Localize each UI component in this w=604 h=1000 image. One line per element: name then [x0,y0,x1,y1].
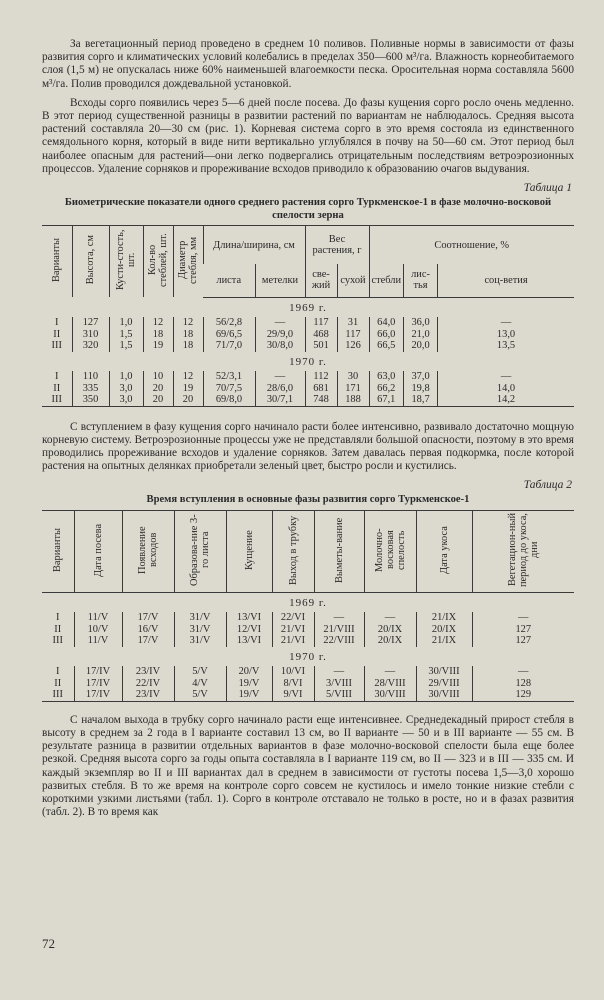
table2-cell: 129 [472,689,574,701]
table1-cell: 3,0 [109,383,143,395]
table2-row [42,635,574,647]
page-number: 72 [42,936,55,951]
t1-header-fresh: све-жий [305,264,337,297]
table1-cell: 67,1 [369,394,404,406]
table1-cell: 19 [173,383,203,395]
table1-cell: I [55,371,59,383]
table1-number: Таблица 1 [523,182,572,195]
table1-cell: 13,0 [438,329,574,341]
table1-cell: 30/7,1 [255,394,305,406]
table1-cell: 12 [143,317,173,329]
t1-header-leaf-pct: лис-тья [404,264,438,297]
table1-title: Биометрические показатели одного среднего растения сорго Туркменское-1 в фазе молочно-восковой спелости зерна [64,197,552,221]
table2-cell: 31/V [174,635,226,647]
table2-year-label: 1969 г. [289,596,327,609]
table1-cell: 501 [305,340,337,352]
table1-cell: 30/8,0 [255,340,305,352]
table2-header-cell: Варианты [42,510,74,592]
table2-cell: 30/VIII [416,666,472,678]
table1-cell: 320 [72,340,109,352]
table1-cell: 12 [173,317,203,329]
table2-cell: 21/IX [416,612,472,624]
table1-cell: 112 [305,371,337,383]
table2-cell: 127 [472,635,574,647]
table1-year-label: 1969 г. [289,301,327,314]
table2-cell: III [42,689,74,701]
table1-cell: 56/2,8 [203,317,255,329]
table2-row [42,612,574,624]
table1-cell: 63,0 [369,371,404,383]
table2-cell: 12/VI [226,624,272,636]
table2-cell: 31/V [174,612,226,624]
table2-cell: 30/VIII [364,689,416,701]
table1-cell: 1,5 [109,340,143,352]
table2-header-cell: Образова-ние 3-го листа [174,510,226,592]
table2-cell: I [56,612,60,624]
table1-cell: 36,0 [404,317,438,329]
table2-header-cell: Дата посева [74,510,122,592]
table1-cell: 748 [305,394,337,406]
table1-cell: 20,0 [404,340,438,352]
table1-cell: 70/7,5 [203,383,255,395]
table2-row [42,624,574,636]
table1-cell: 52/3,1 [203,371,255,383]
table2-cell: — [472,666,574,678]
t1-header-stem-pct: стебли [369,264,404,297]
table2-cell: 20/IX [364,635,416,647]
table1-cell: 66,2 [369,383,404,395]
t1-header-leaf: листа [203,264,255,297]
table2-header-cell: Молочно-восковая спелость [364,510,416,592]
table2-row [42,678,574,690]
table1-cell: 20 [173,394,203,406]
table2-cell: 17/IV [74,666,122,678]
table2-cell: 10/VI [272,666,314,678]
table1-cell: 14,2 [438,394,574,406]
table1-cell: 19,8 [404,383,438,395]
table2-header-cell: Кущение [226,510,272,592]
t1-header-length-width: Длина/ширина, см [203,226,305,265]
table2-cell: I [56,666,60,678]
table1-cell: 335 [72,383,109,395]
table1-cell: 1,0 [109,317,143,329]
table2-phases [42,510,574,702]
table2-year-label: 1970 г. [289,650,327,663]
table1-row [42,317,574,329]
table1-cell: 117 [337,329,369,341]
table1-cell: II [53,328,61,340]
table2-cell: 5/V [174,689,226,701]
table2-cell: 17/V [122,635,174,647]
t1-header-panicle: метелки [255,264,305,297]
t1-header-height: Высота, см [72,226,109,298]
table2-cell: — [364,666,416,678]
paragraph-irrigation: За вегетационный период проведено в среднем 10 поливов. Поливные нормы в зависимости от фазы развития сорго и климатических условий колебались в пределах 350—600 м³/га. Влажность корнеобитаемого слоя (1,5 м) не опускалась ниже 60% наименьшей влагоемкости песка. Оросительная норма составляла 5600 м³/га. Полив проводился дождевальной установкой. [42,38,574,90]
table2-cell: 22/IV [122,678,174,690]
table1-cell: 10 [143,371,173,383]
paragraph-stem-elongation: С началом выхода в трубку сорго начинало расти еще интенсивнее. Среднедекадный прирост стебля в высоту в среднем за 2 года в I варианте составил 13 см, во II варианте — 50 и в III варианте — 55 см. В результате разница в развитии отдельных вариантов в фазе молочно-восковой спелости была еще более резкой. Средняя высота сорго за годы опыта составляла в I варианте 119 см, во II — 323 и в III — 335 см. И каждый экземпляр во II и III вариантах дал в среднем в зависимости от густоты посева 1,5—3,0 хорошо развитых стебля. В то же время на контроле сорго совсем не кустилось и имело тонкие низкие стебли с короткими узкими листьями (табл. 1). Сорго в контроле отставало не только в росте, но и в фазах развития (табл. 2). В то время как [42,713,574,819]
table2-cell: 3/VIII [314,678,364,690]
table1-cell: II [53,382,61,394]
table2-cell: 31/V [174,624,226,636]
table2-cell: 17/IV [74,678,122,690]
table2-cell: 10/V [74,624,122,636]
t1-header-ratio: Соотношение, % [369,226,574,265]
table1-cell: 18 [173,340,203,352]
table1-cell: 171 [337,383,369,395]
table2-cell: — [364,612,416,624]
paragraph-shoots: Всходы сорго появились через 5—6 дней после посева. До фазы кущения сорго росло очень медленно. В этот период существенной разницы в развитии растений по вариантам не наблюдалось. Средняя высота растений составляла 20—30 см (рис. 1). Корневая система сорго в это время состояла из единственного семядольного корня, который в виде нити вертикально углублялся в почву на 50—60 см. Этот период был наиболее опасным для растений—они легко подвергались отрицательным последствиям ветроэрозионных процессов. Удаление сорняков и прореживание всходов приводило к образованию очагов выдувания. [42,96,574,175]
table2-cell: 21/VIII [314,624,364,636]
table1-cell: 66,5 [369,340,404,352]
t1-header-stems: Кол-во стеблей, шт. [143,226,173,298]
table2-cell: 21/IX [416,635,472,647]
table1-cell: 31 [337,317,369,329]
table1-cell: 30 [337,371,369,383]
table2-cell: 21/VI [272,635,314,647]
table1-row [42,340,574,352]
table1-cell: — [255,317,305,329]
table1-year-row [42,297,574,317]
table1-cell: 19 [143,340,173,352]
table1-body [42,297,574,406]
table2-cell: 13/VI [226,612,272,624]
table1-cell: 468 [305,329,337,341]
table2-row [42,666,574,678]
table2-cell: 5/VIII [314,689,364,701]
table2-cell: — [314,666,364,678]
table1-cell: III [42,394,72,406]
table1-cell: 13,5 [438,340,574,352]
table2-header-cell: Вегетацион-ный период до укоса, дни [472,510,574,592]
table1-cell: 29/9,0 [255,329,305,341]
table2-cell: 4/V [174,678,226,690]
table2-cell: 13/VI [226,635,272,647]
table1-cell: I [55,317,59,329]
table1-cell: 117 [305,317,337,329]
t1-header-dry: сухой [337,264,369,297]
table1-row [42,394,574,406]
table2-cell: 16/V [122,624,174,636]
table2-cell: 29/VIII [416,678,472,690]
table1-cell: 310 [72,329,109,341]
table1-cell: 28/6,0 [255,383,305,395]
table2-header-cell: Появление всходов [122,510,174,592]
table1-row [42,371,574,383]
table1-cell: 14,0 [438,383,574,395]
table2-cell: II [54,677,62,689]
table2-cell: 20/V [226,666,272,678]
table2-cell: 20/IX [416,624,472,636]
table2-header-cell: Выход в трубку [272,510,314,592]
table1-cell: — [438,317,574,329]
table1-cell: 1,5 [109,329,143,341]
table1-cell: 3,0 [109,394,143,406]
table2-cell: 22/VIII [314,635,364,647]
t1-header-inflorescence-pct: соц-ветия [438,264,574,297]
table1-cell: 21,0 [404,329,438,341]
table1-cell: — [255,371,305,383]
table1-cell: 18 [173,329,203,341]
t1-header-diameter: Диаметр стебля, мм [173,226,203,298]
table2-header-cell: Выметы-вание [314,510,364,592]
table2-header-cell: Дата укоса [416,510,472,592]
table1-cell: 681 [305,383,337,395]
table2-cell: 20/IX [364,624,416,636]
table2-cell: 23/IV [122,666,174,678]
table2-number: Таблица 2 [523,479,572,492]
table1-row [42,329,574,341]
table2-cell: III [52,635,63,647]
t1-header-variants: Варианты [42,226,72,298]
table2-cell: — [314,612,364,624]
table2-cell: 22/VI [272,612,314,624]
table2-cell: 28/VIII [364,678,416,690]
table2-cell: 19/V [226,678,272,690]
table1-cell: 66,0 [369,329,404,341]
table2-cell: 8/VI [272,678,314,690]
table1-cell: 127 [72,317,109,329]
table2-cell: II [54,623,62,635]
table1-cell: III [51,340,62,352]
table2-cell: 17/IV [74,689,122,701]
table2-cell: 23/IV [122,689,174,701]
table1-cell: 12 [173,371,203,383]
table1-cell: 37,0 [404,371,438,383]
table1-biometrics [42,225,574,407]
table1-cell: 1,0 [109,371,143,383]
table1-cell: 18 [143,329,173,341]
table2-cell: 127 [472,624,574,636]
table2-cell: 11/V [74,612,122,624]
table2-row [42,689,574,701]
table1-cell: 18,7 [404,394,438,406]
table1-cell: 20 [143,383,173,395]
table2-cell: 19/V [226,689,272,701]
table2-title: Время вступления в основные фазы развития сорго Туркменское-1 [146,494,470,506]
table1-cell: 350 [72,394,109,406]
table2-cell: 9/VI [272,689,314,701]
table1-cell: — [438,371,574,383]
table2-year-row [42,647,574,667]
table2-cell: — [472,612,574,624]
table2-cell: 21/VI [272,624,314,636]
table2-year-row [42,592,574,612]
paragraph-tillering: С вступлением в фазу кущения сорго начинало расти более интенсивно, развивало достаточно мощную корневую систему. Ветроэрозионные процессы уже не представляли большой опасности, поэтому в это время проводились прореживание всходов и удаление сорняков. Затем давалась первая подкормка, после которой растения на опытных делянках приобретали зеленый цвет, быстро росли и кустились. [42,420,574,473]
table2-body [42,592,574,701]
table1-cell: 126 [337,340,369,352]
table1-cell: 71/7,0 [203,340,255,352]
table1-cell: 20 [143,394,173,406]
table2-cell: 11/V [74,635,122,647]
table2-cell: 30/VIII [416,689,472,701]
table2-cell: 5/V [174,666,226,678]
table1-cell: 110 [72,371,109,383]
t1-header-weight: Вес растения, г [305,226,369,265]
table1-row [42,383,574,395]
table1-cell: 69/8,0 [203,394,255,406]
t1-header-bush: Кусти-стость, шт. [109,226,143,298]
table2-cell: 128 [472,678,574,690]
table1-cell: 69/6,5 [203,329,255,341]
table1-cell: 188 [337,394,369,406]
table2-cell: 17/V [122,612,174,624]
table1-year-row [42,352,574,372]
table1-cell: 64,0 [369,317,404,329]
table1-year-label: 1970 г. [289,355,327,368]
table2-header-row [42,510,574,592]
